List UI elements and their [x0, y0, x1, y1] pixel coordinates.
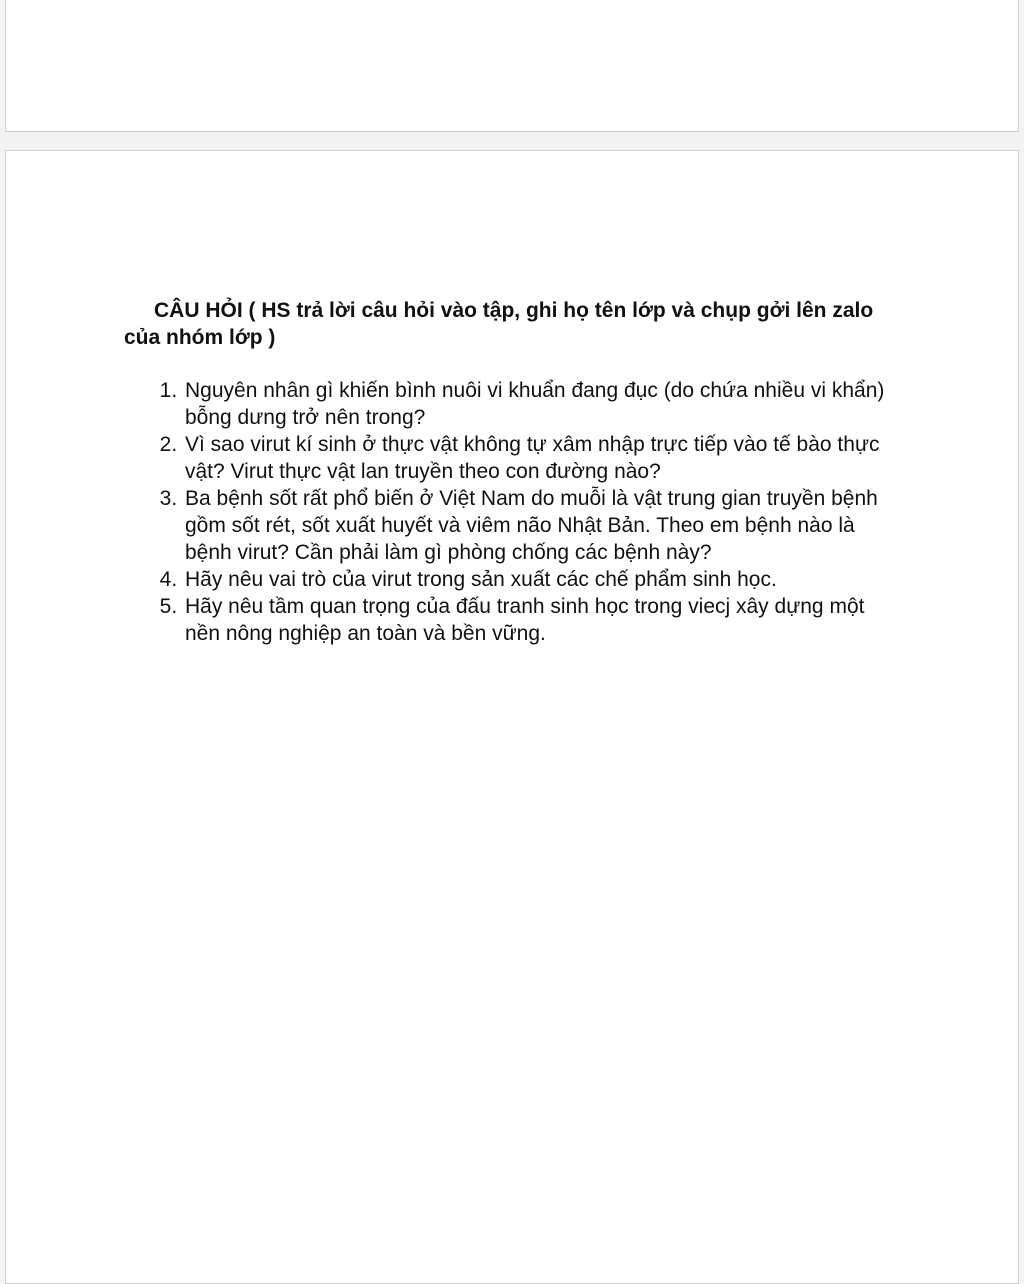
question-item-1: 1. Nguyên nhân gì khiến bình nuôi vi khuẩn đang đục (do chứa nhiều vi khẩn) bỗng dưng trở nên trong? — [183, 377, 902, 431]
question-item-2: 2. Vì sao virut kí sinh ở thực vật không tự xâm nhập trực tiếp vào tế bào thực vật? Virut thực vật lan truyền theo con đường nào? — [183, 431, 902, 485]
previous-page — [5, 0, 1019, 132]
document-content — [124, 297, 902, 647]
question-list — [124, 377, 902, 647]
question-heading: CÂU HỎI ( HS trả lời câu hỏi vào tập, ghi họ tên lớp và chụp gởi lên zalo của nhóm lớp ) — [124, 299, 874, 349]
question-item-4: 4. Hãy nêu vai trò của virut trong sản xuất các chế phẩm sinh học. — [183, 566, 902, 593]
question-item-5: 5. Hãy nêu tầm quan trọng của đấu tranh sinh học trong viecj xây dựng một nền nông nghiệp an toàn và bền vững. — [183, 593, 902, 647]
question-item-3: 3. Ba bệnh sốt rất phổ biến ở Việt Nam do muỗi là vật trung gian truyền bệnh gồm sốt rét, sốt xuất huyết và viêm não Nhật Bản. Theo em bệnh nào là bệnh virut? Cần phải làm gì phòng chống các bệnh này? — [183, 485, 902, 566]
document-page — [5, 150, 1019, 1284]
